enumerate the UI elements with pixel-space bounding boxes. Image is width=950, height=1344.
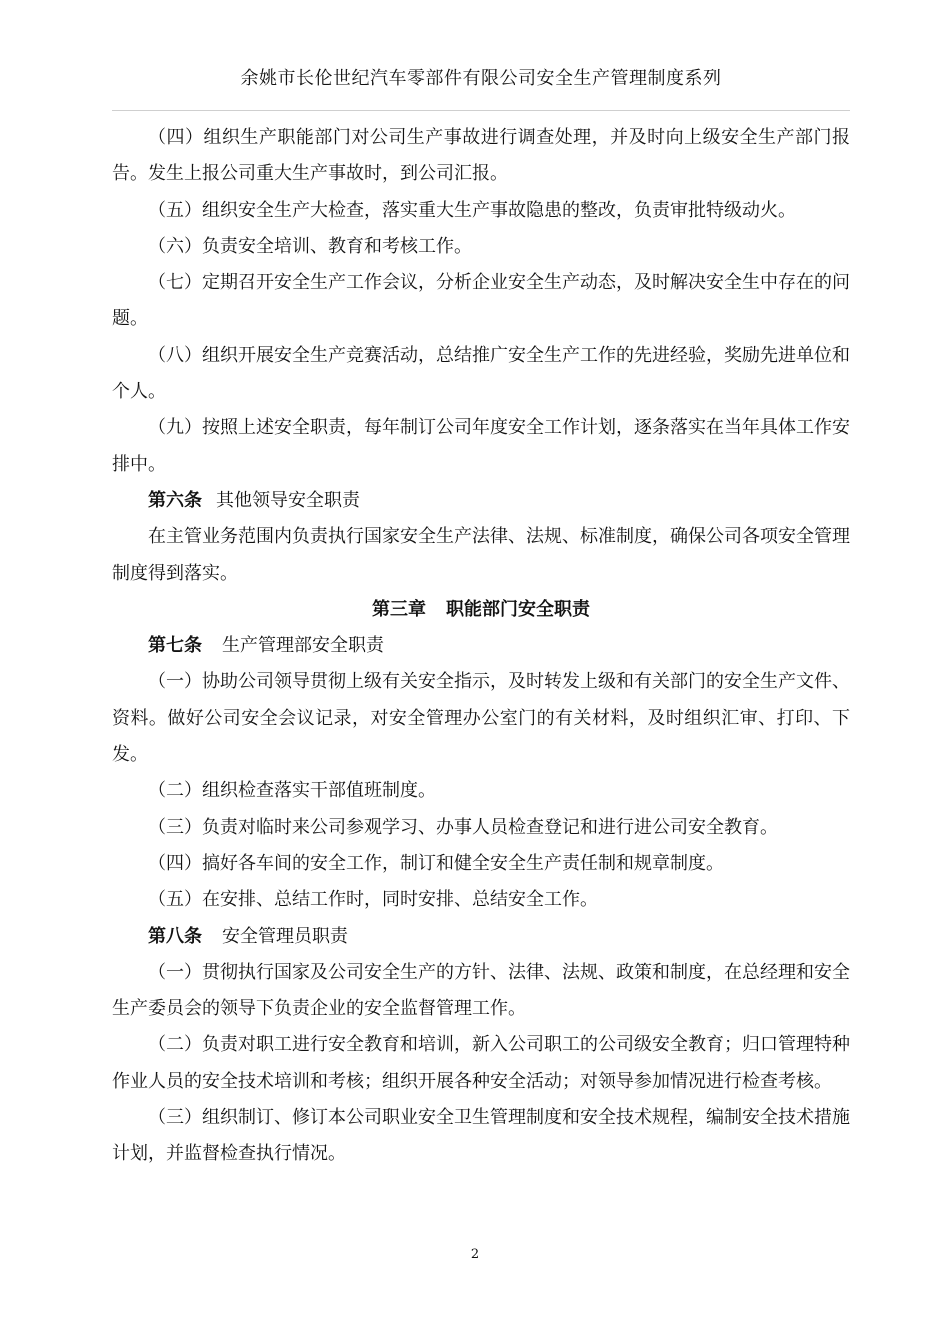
paragraph: （六）负责安全培训、教育和考核工作。 — [148, 235, 472, 257]
article-title: 安全管理员职责 — [222, 925, 348, 947]
article-heading — [112, 483, 850, 519]
article-label: 第七条 — [148, 635, 202, 657]
paragraph: （三）负责对临时来公司参观学习、办事人员检查登记和进行进公司安全教育。 — [148, 816, 778, 838]
paragraph: （八）组织开展安全生产竞赛活动，总结推广安全生产工作的先进经验，奖励先进单位和个人。 — [112, 344, 850, 403]
paragraph: （五）在安排、总结工作时，同时安排、总结安全工作。 — [148, 889, 598, 911]
article-title: 其他领导安全职责 — [216, 489, 360, 511]
paragraph: （二）组织检查落实干部值班制度。 — [148, 780, 436, 802]
article-label: 第六条 — [148, 489, 202, 511]
paragraph: （一）协助公司领导贯彻上级有关安全指示，及时转发上级和有关部门的安全生产文件、资料。做好公司安全会议记录，对安全管理办公室门的有关材料，及时组织汇审、打印、下发。 — [112, 671, 850, 766]
paragraph: （三）组织制订、修订本公司职业安全卫生管理制度和安全技术规程，编制安全技术措施计划，并监督检查执行情况。 — [112, 1107, 850, 1165]
article-label: 第八条 — [148, 925, 202, 947]
article-title: 生产管理部安全职责 — [222, 635, 384, 657]
paragraph: （四）组织生产职能部门对公司生产事故进行调查处理，并及时向上级安全生产部门报告。发生上报公司重大生产事故时，到公司汇报。 — [112, 127, 850, 185]
paragraph: （四）搞好各车间的安全工作，制订和健全安全生产责任制和规章制度。 — [148, 852, 724, 874]
chapter-heading — [112, 592, 850, 628]
header-divider — [112, 110, 850, 111]
running-header: 余姚市长伦世纪汽车零部件有限公司安全生产管理制度系列 — [240, 68, 722, 89]
document-body — [112, 120, 850, 1173]
chapter-title: 职能部门安全职责 — [446, 598, 590, 620]
chapter-label: 第三章 — [372, 598, 426, 620]
paragraph: （九）按照上述安全职责，每年制订公司年度安全工作计划，逐条落实在当年具体工作安排中。 — [112, 417, 850, 475]
paragraph: （五）组织安全生产大检查，落实重大生产事故隐患的整改，负责审批特级动火。 — [148, 199, 796, 221]
paragraph: （二）负责对职工进行安全教育和培训，新入公司职工的公司级安全教育；归口管理特种作业人员的安全技术培训和考核；组织开展各种安全活动；对领导参加情况进行检查考核。 — [112, 1034, 850, 1092]
paragraph: 在主管业务范围内负责执行国家安全生产法律、法规、标准制度，确保公司各项安全管理制度得到落实。 — [112, 526, 850, 584]
paragraph: （七）定期召开安全生产工作会议，分析企业安全生产动态，及时解决安全生中存在的问题。 — [112, 272, 850, 330]
article-heading — [112, 628, 850, 664]
article-heading — [112, 919, 850, 955]
paragraph: （一）贯彻执行国家及公司安全生产的方针、法律、法规、政策和制度，在总经理和安全生产委员会的领导下负责企业的安全监督管理工作。 — [112, 961, 850, 1020]
page-number: 2 — [470, 1247, 480, 1262]
